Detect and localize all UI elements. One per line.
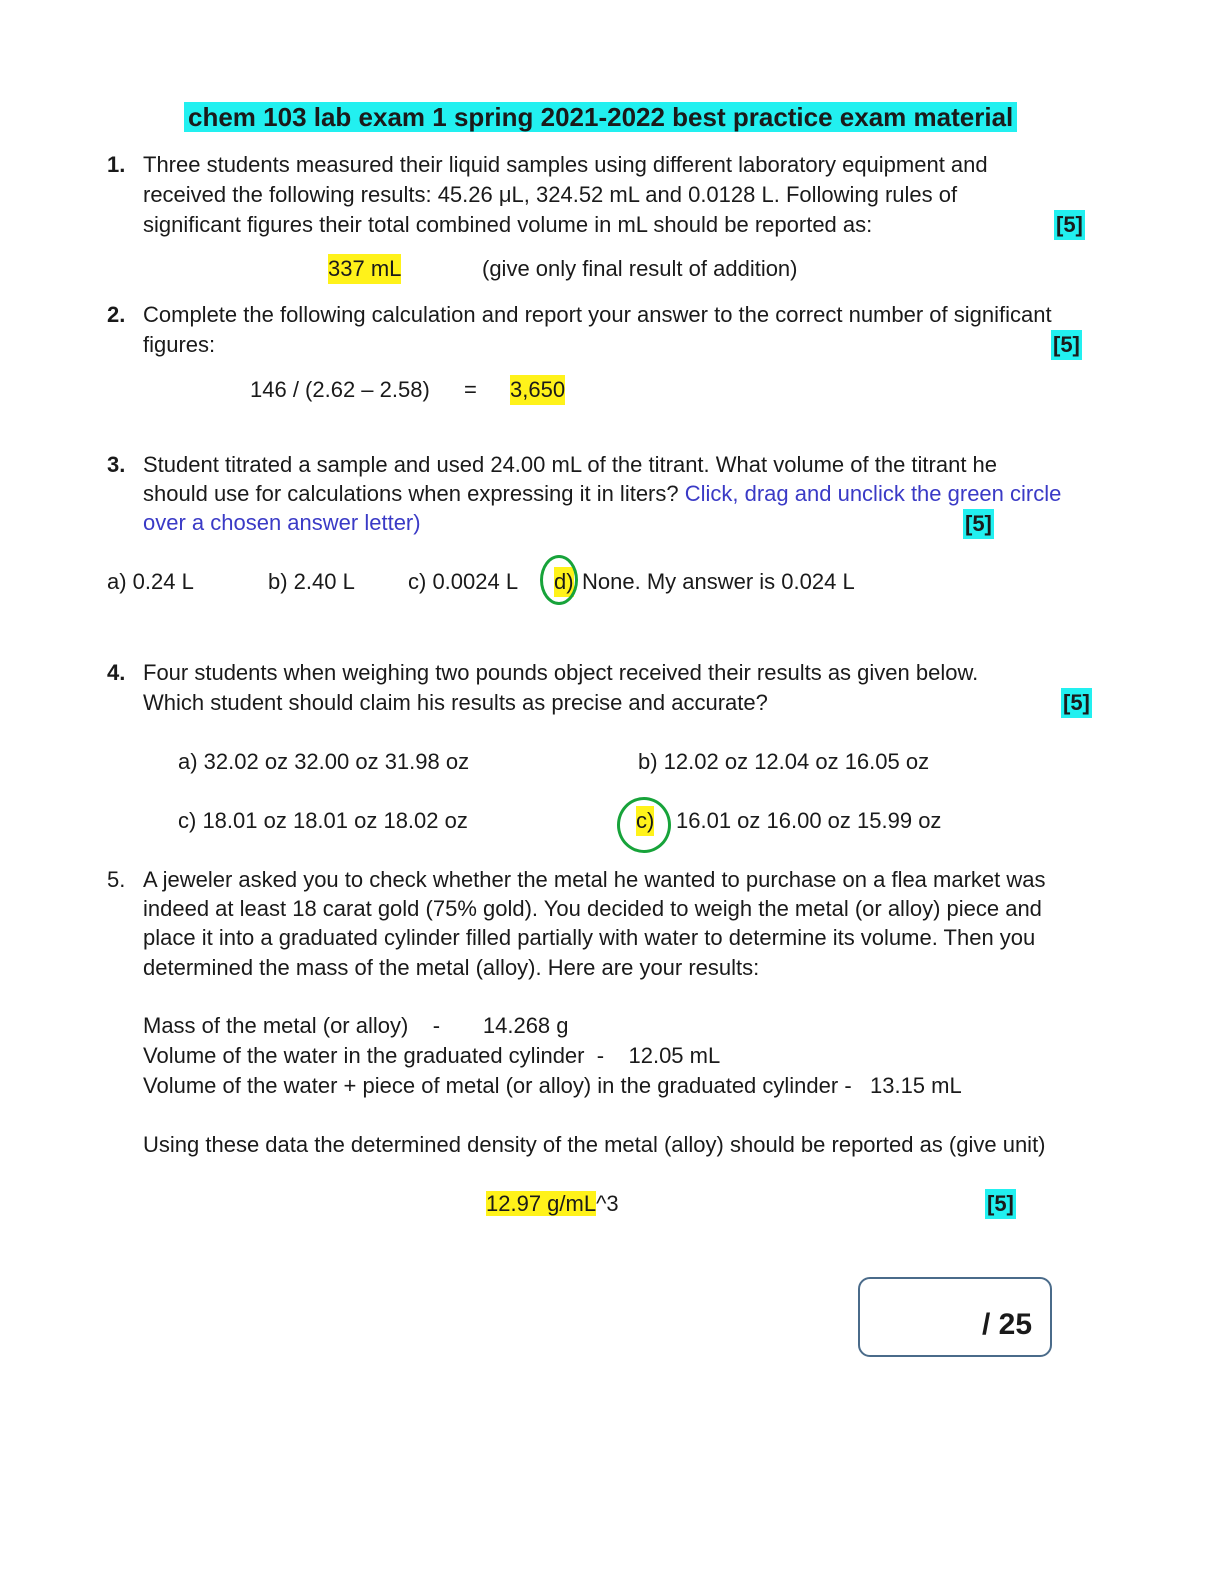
question-number: 5.	[107, 867, 126, 892]
answer-field[interactable]: 3,650	[510, 375, 565, 405]
option-d-text: 16.01 oz 16.00 oz 15.99 oz	[676, 808, 942, 833]
answer-selector-circle[interactable]	[617, 797, 671, 853]
total-score: / 25	[982, 1308, 1033, 1341]
calculation-expression: 146 / (2.62 – 2.58)	[250, 377, 430, 402]
instruction-text: over a chosen answer letter)	[143, 510, 421, 535]
equals-sign: =	[464, 377, 477, 402]
option-d-letter[interactable]: d)	[554, 567, 574, 597]
option-a[interactable]: a) 0.24 L	[107, 569, 194, 594]
points-badge: [5]	[963, 509, 994, 539]
question-text-line: should use for calculations when expressing it in liters? Click, drag and unclick the green circle	[143, 481, 1062, 506]
question-text-line: place it into a graduated cylinder filled partially with water to determine its volume. Then you	[143, 925, 1036, 950]
points-badge: [5]	[1061, 688, 1092, 718]
question-number: 2.	[107, 302, 126, 327]
points-badge: [5]	[1054, 210, 1085, 240]
answer-note: (give only final result of addition)	[482, 256, 798, 281]
page-title: chem 103 lab exam 1 spring 2021-2022 best practice exam material	[184, 100, 1017, 134]
option-d-letter[interactable]: c)	[636, 806, 654, 836]
question-text-line: Student titrated a sample and used 24.00 mL of the titrant. What volume of the titrant he	[143, 452, 998, 477]
data-line-mass: Mass of the metal (or alloy) - 14.268 g	[143, 1013, 569, 1038]
points-badge: [5]	[985, 1189, 1016, 1219]
option-c[interactable]: c) 18.01 oz 18.01 oz 18.02 oz	[178, 808, 468, 833]
question-text-line: Four students when weighing two pounds object received their results as given below.	[143, 660, 979, 685]
option-c[interactable]: c) 0.0024 L	[408, 569, 519, 594]
question-number: 1.	[107, 152, 126, 177]
score-box	[858, 1277, 1052, 1357]
question-number: 4.	[107, 660, 126, 685]
question-text-line: figures:	[143, 332, 216, 357]
question-text-line: determined the mass of the metal (alloy). Here are your results:	[143, 955, 760, 980]
answer-selector-circle[interactable]	[540, 555, 578, 605]
data-line-water-volume: Volume of the water in the graduated cylinder - 12.05 mL	[143, 1043, 721, 1068]
answer-suffix: ^3	[596, 1191, 619, 1216]
answer-field[interactable]: 12.97 g/mL	[486, 1191, 597, 1216]
option-a[interactable]: a) 32.02 oz 32.00 oz 31.98 oz	[178, 749, 470, 774]
question-text-line: received the following results: 45.26 μL, 324.52 mL and 0.0128 L. Following rules of	[143, 182, 958, 207]
option-d-text: None. My answer is 0.024 L	[582, 569, 855, 594]
question-number: 3.	[107, 452, 126, 477]
answer-field[interactable]: 337 mL	[328, 254, 401, 284]
answer-row	[486, 1189, 619, 1219]
question-text-line: A jeweler asked you to check whether the metal he wanted to purchase on a flea market was	[143, 867, 1046, 892]
question-text-line: significant figures their total combined volume in mL should be reported as:	[143, 212, 873, 237]
option-b[interactable]: b) 2.40 L	[268, 569, 355, 594]
question-text-line: indeed at least 18 carat gold (75% gold). You decided to weigh the metal (or alloy) piece and	[143, 896, 1042, 921]
option-b[interactable]: b) 12.02 oz 12.04 oz 16.05 oz	[638, 749, 930, 774]
question-prompt: Using these data the determined density of the metal (alloy) should be reported as (give unit)	[143, 1132, 1046, 1157]
instruction-text: Click, drag and unclick the green circle	[684, 481, 1062, 506]
question-text-line: Complete the following calculation and report your answer to the correct number of significant	[143, 302, 1052, 327]
data-line-total-volume: Volume of the water + piece of metal (or alloy) in the graduated cylinder - 13.15 mL	[143, 1073, 962, 1098]
points-badge: [5]	[1051, 330, 1082, 360]
question-text-line: Three students measured their liquid samples using different laboratory equipment and	[143, 152, 988, 177]
question-text-line: Which student should claim his results as precise and accurate?	[143, 690, 768, 715]
